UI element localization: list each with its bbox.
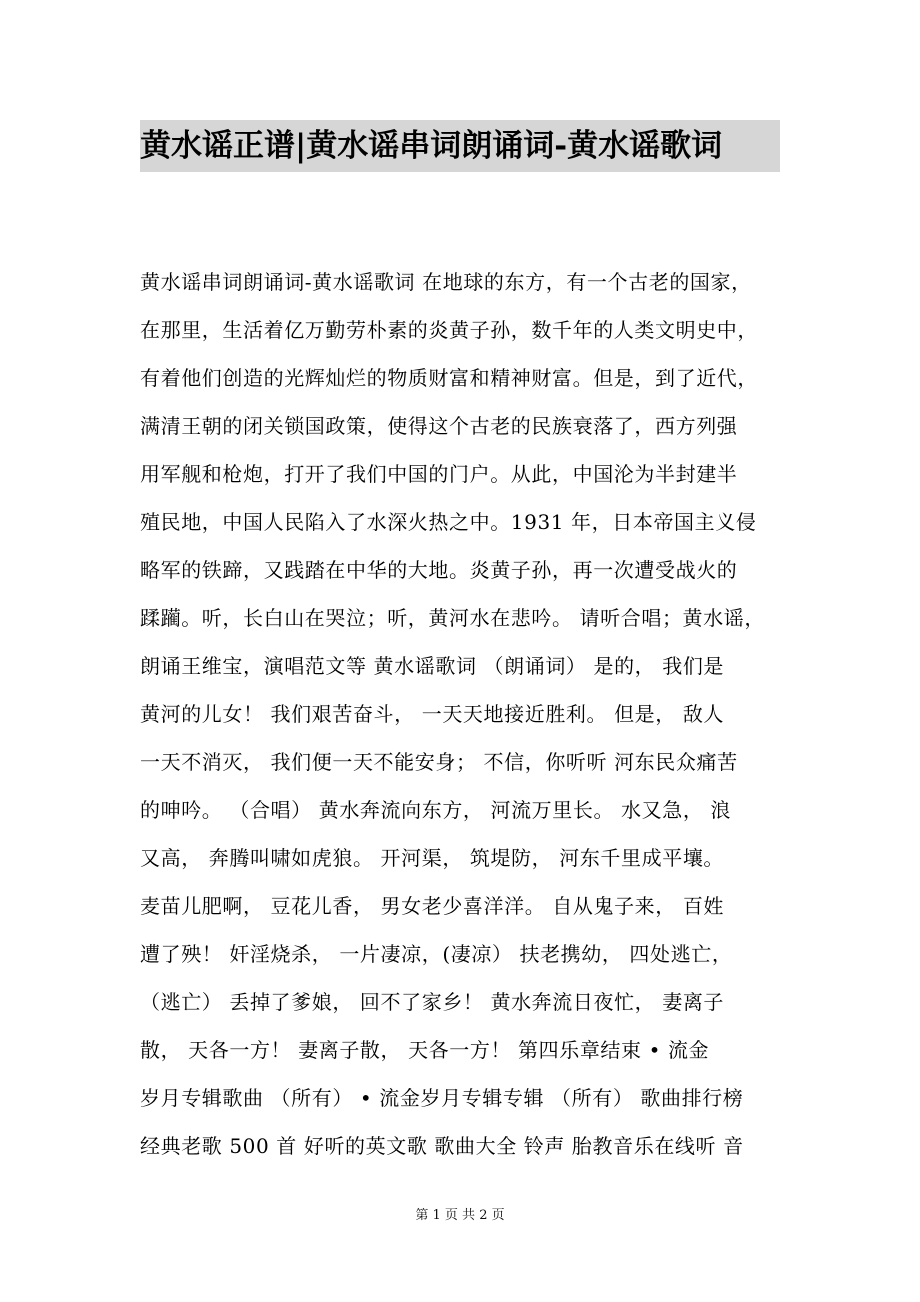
body-line: 经典老歌 500 首 好听的英文歌 歌曲大全 铃声 胎教音乐在线听 音 bbox=[140, 1134, 744, 1158]
body-line: 在那里，生活着亿万勤劳朴素的炎黄子孙，数千年的人类文明史中， bbox=[140, 318, 758, 342]
body-line: 黄河的儿女！ 我们艰苦奋斗， 一天天地接近胜利。 但是， 敌人 bbox=[140, 702, 725, 726]
body-line: 殖民地，中国人民陷入了水深火热之中。1931 年，日本帝国主义侵 bbox=[140, 510, 757, 534]
body-line: 略军的铁蹄，又践踏在中华的大地。炎黄子孙，再一次遭受战火的 bbox=[140, 558, 738, 582]
body-line: 又高， 奔腾叫啸如虎狼。 开河渠， 筑堤防， 河东千里成平壤。 bbox=[140, 846, 725, 870]
body-line: 遭了殃！ 奸淫烧杀， 一片凄凉，(凄凉） 扶老携幼， 四处逃亡， bbox=[140, 942, 733, 966]
body-line: 一天不消灭， 我们便一天不能安身； 不信，你听听 河东民众痛苦 bbox=[140, 750, 738, 774]
body-line: 蹂躏。听，长白山在哭泣；听，黄河水在悲吟。 请听合唱；黄水谣， bbox=[140, 606, 765, 630]
document-body bbox=[140, 262, 785, 1174]
body-line: 朗诵王维宝，演唱范文等 黄水谣歌词 （朗诵词） 是的， 我们是 bbox=[140, 654, 725, 678]
body-line: 黄水谣串词朗诵词-黄水谣歌词 在地球的东方，有一个古老的国家， bbox=[140, 270, 752, 294]
body-line: 岁月专辑歌曲 （所有） • 流金岁月专辑专辑 （所有） 歌曲排行榜 bbox=[140, 1086, 744, 1110]
page-number-footer: 第 1 页 共 2 页 bbox=[415, 1208, 505, 1223]
body-line: 散， 天各一方！ 妻离子散， 天各一方！ 第四乐章结束 • 流金 bbox=[140, 1038, 710, 1062]
body-line: 满清王朝的闭关锁国政策，使得这个古老的民族衰落了，西方列强 bbox=[140, 414, 738, 438]
body-line: 的呻吟。 （合唱） 黄水奔流向东方， 河流万里长。 水又急， 浪 bbox=[140, 798, 731, 822]
body-line: 用军舰和枪炮，打开了我们中国的门户。从此，中国沦为半封建半 bbox=[140, 462, 738, 486]
document-title: 黄水谣正谱|黄水谣串词朗诵词-黄水谣歌词 bbox=[140, 120, 780, 172]
body-line: 有着他们创造的光辉灿烂的物质财富和精神财富。但是，到了近代， bbox=[140, 366, 758, 390]
body-line: （逃亡） 丢掉了爹娘， 回不了家乡！ 黄水奔流日夜忙， 妻离子 bbox=[140, 990, 725, 1014]
body-line: 麦苗儿肥啊， 豆花儿香， 男女老少喜洋洋。 自从鬼子来， 百姓 bbox=[140, 894, 725, 918]
